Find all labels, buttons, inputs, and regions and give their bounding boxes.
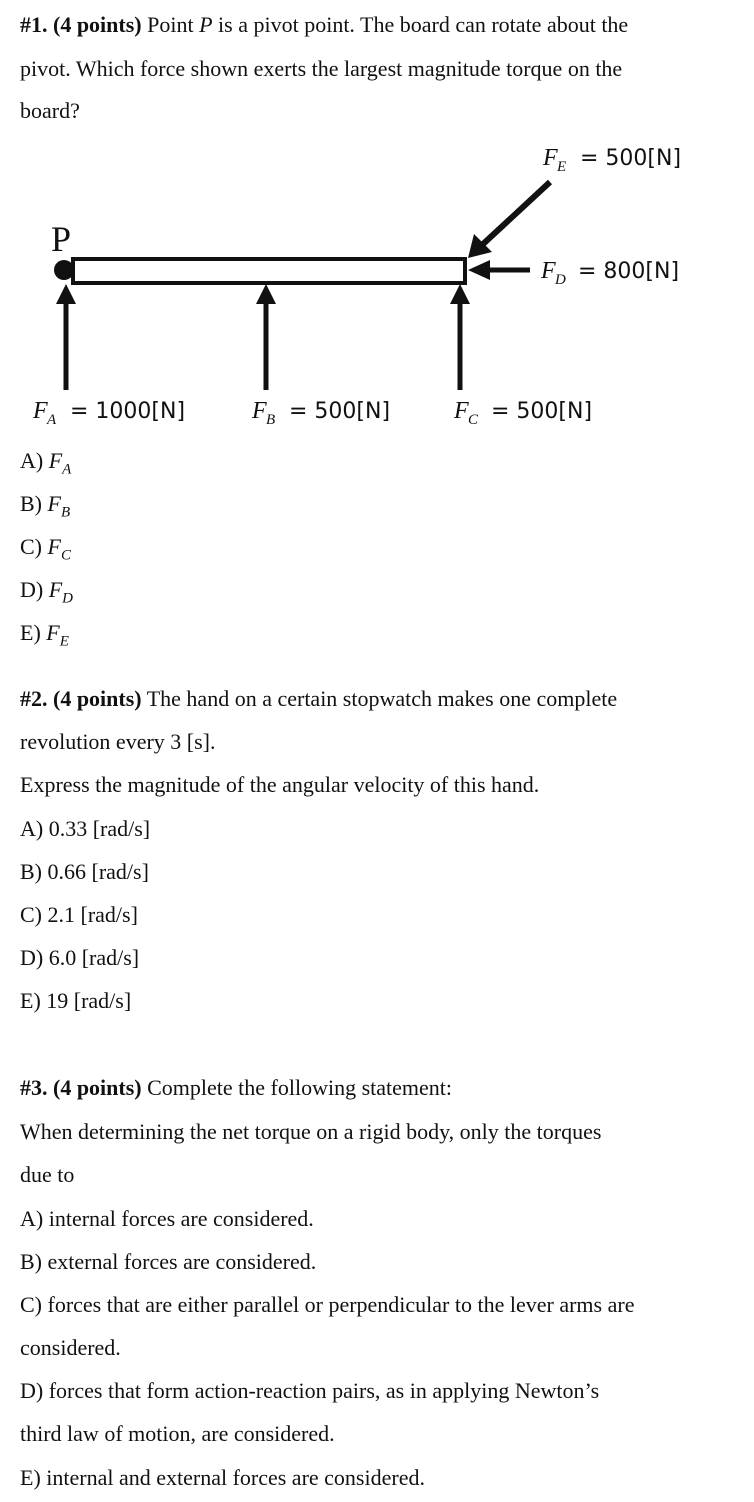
force-a-value: = 1000[N]	[70, 399, 186, 424]
force-c-arrowhead	[450, 284, 470, 304]
force-e-arrow	[482, 182, 550, 245]
force-b-value: = 500[N]	[289, 399, 391, 424]
force-a-label	[32, 398, 185, 428]
q1-option-d[interactable]	[20, 577, 73, 611]
force-e-sub: E	[557, 159, 567, 175]
force-b-label	[251, 398, 390, 428]
force-e-value: = 500[N]	[580, 146, 682, 171]
q2-text-a: The hand on a certain stopwatch makes one complete	[141, 686, 618, 711]
q3-option-c-cont[interactable]: considered.	[20, 1335, 121, 1360]
option-sub: A	[62, 461, 72, 478]
option-sub: D	[62, 590, 74, 607]
torque-diagram	[0, 0, 754, 440]
q2-option-d[interactable]: D) 6.0 [rad/s]	[20, 945, 140, 970]
q1-option-c[interactable]	[20, 534, 71, 568]
q2-option-e[interactable]: E) 19 [rad/s]	[20, 988, 132, 1013]
force-c-value: = 500[N]	[491, 399, 593, 424]
q3-option-c[interactable]: C) forces that are either parallel or perpendicular to the lever arms are	[20, 1292, 635, 1317]
q1-option-e[interactable]	[20, 620, 69, 654]
q3-text-line1	[20, 1075, 452, 1101]
q2-text-line2: revolution every 3 [s].	[20, 729, 216, 754]
option-sym: F	[47, 534, 61, 559]
q3-option-e[interactable]: E) internal and external forces are considered.	[20, 1465, 425, 1490]
q2-option-b[interactable]: B) 0.66 [rad/s]	[20, 859, 149, 884]
option-sub: C	[60, 547, 71, 564]
q1-option-b[interactable]	[20, 491, 70, 525]
q3-text-a: Complete the following statement:	[141, 1075, 453, 1100]
q3-option-d[interactable]: D) forces that form action-reaction pairs, as in applying Newton’s	[20, 1378, 600, 1403]
q2-option-c[interactable]: C) 2.1 [rad/s]	[20, 902, 138, 927]
force-d-value: = 800[N]	[578, 259, 680, 284]
q1-text-a: Point	[141, 12, 200, 37]
option-sym: F	[48, 577, 63, 602]
pivot-label: P	[51, 219, 72, 259]
force-d-sub: D	[555, 272, 566, 288]
option-sub: B	[60, 504, 71, 521]
q3-option-a[interactable]: A) internal forces are considered.	[20, 1206, 314, 1231]
option-prefix: A)	[20, 448, 49, 473]
option-sym: F	[47, 491, 61, 516]
option-prefix: C)	[20, 534, 48, 559]
q1-heading: #1. (4 points)	[20, 12, 142, 37]
force-b-sym: F	[252, 398, 267, 424]
force-b-sub: B	[266, 412, 276, 428]
q2-text-line1	[20, 686, 617, 712]
force-c-sym: F	[454, 398, 469, 424]
q1-option-a[interactable]	[20, 448, 71, 482]
q2-text-line3: Express the magnitude of the angular velocity of this hand.	[20, 772, 540, 797]
option-prefix: B)	[20, 491, 48, 516]
q1-text-line2: pivot. Which force shown exerts the largest magnitude torque on the	[20, 56, 623, 81]
force-d-label	[540, 258, 679, 288]
option-prefix: D)	[20, 577, 49, 602]
force-a-sub: A	[47, 412, 57, 428]
q2-option-a[interactable]: A) 0.33 [rad/s]	[20, 816, 151, 841]
pivot-point	[54, 260, 74, 280]
force-e-label	[542, 145, 681, 175]
force-d-sym: F	[541, 258, 556, 284]
q1-var-p: P	[199, 12, 213, 37]
force-c-label	[453, 398, 592, 428]
force-e-sym: F	[543, 145, 558, 171]
q3-option-d-cont[interactable]: third law of motion, are considered.	[20, 1421, 335, 1446]
q3-text-line3: due to	[20, 1162, 75, 1187]
board	[73, 259, 465, 283]
force-c-sub: C	[468, 412, 479, 428]
q1-text-line3: board?	[20, 98, 80, 123]
force-a-sym: F	[33, 398, 48, 424]
option-sym: F	[48, 448, 63, 473]
force-a-arrowhead	[56, 284, 76, 304]
option-sym: F	[46, 620, 60, 645]
q2-heading: #2. (4 points)	[20, 686, 142, 711]
force-b-arrowhead	[256, 284, 276, 304]
q3-heading: #3. (4 points)	[20, 1075, 142, 1100]
q3-text-line2: When determining the net torque on a rigid body, only the torques	[20, 1119, 602, 1144]
q3-option-b[interactable]: B) external forces are considered.	[20, 1249, 317, 1274]
option-sub: E	[59, 633, 69, 650]
force-d-arrowhead	[468, 260, 490, 280]
option-prefix: E)	[20, 620, 47, 645]
q1-text-b: is a pivot point. The board can rotate about the	[212, 12, 629, 37]
